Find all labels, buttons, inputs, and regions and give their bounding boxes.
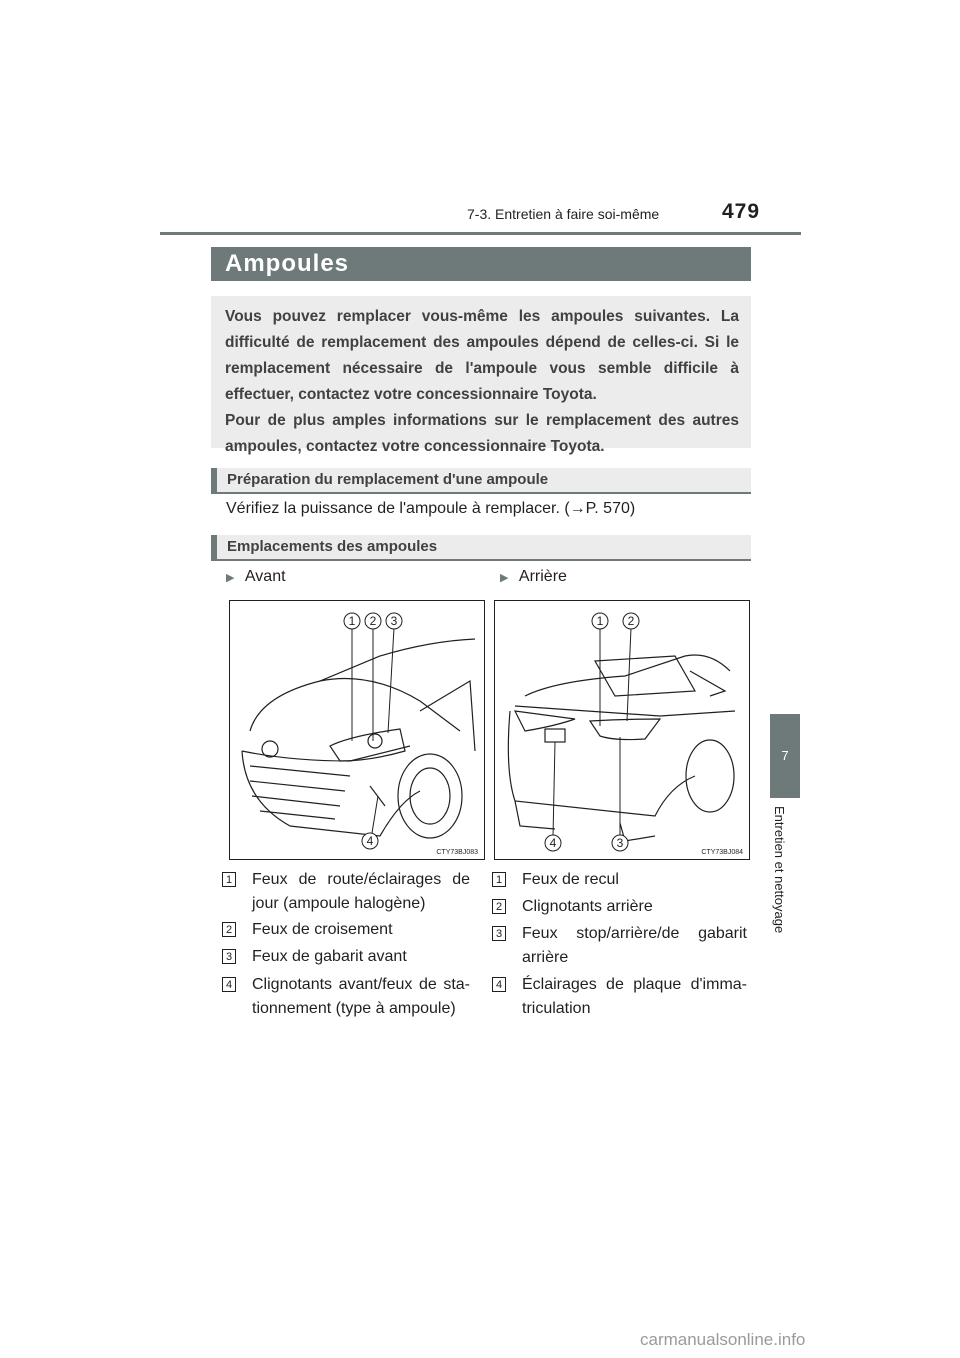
figure-code: CTY73BJ084 <box>701 849 743 856</box>
section-heading-locations <box>211 535 751 561</box>
chapter-label: Entretien et nettoyage <box>772 806 787 934</box>
list-item <box>492 895 747 919</box>
front-car-figure <box>229 600 485 860</box>
front-car-illustration <box>230 601 484 859</box>
item-number: 1 <box>222 872 236 887</box>
item-number: 4 <box>492 977 506 992</box>
intro-paragraph-1: Vous pouvez remplacer vous-même les ampoules suivantes. La difficulté de remplacement des ampoules dépend de celles-ci. Si le remplacement nécessaire de l'ampoule vous semble difficile à effectuer, contactez votre concessionnaire Toyota. <box>225 308 739 403</box>
item-number: 1 <box>492 872 506 887</box>
header-rule <box>160 232 801 235</box>
callout-3: 3 <box>616 836 624 850</box>
page-title: Ampoules <box>225 250 350 277</box>
page-number: 479 <box>722 200 761 223</box>
figure-code: CTY73BJ083 <box>436 849 478 856</box>
item-number: 2 <box>492 899 506 914</box>
item-number: 4 <box>222 977 236 992</box>
preparation-text: Vérifiez la puissance de l'ampoule à remplacer. (→P. 570) <box>226 500 636 517</box>
item-number: 2 <box>222 922 236 937</box>
item-text: Feux de gabarit avant <box>252 948 407 965</box>
front-label: ▶ Avant <box>226 568 286 585</box>
title-bar <box>211 247 751 281</box>
item-text: Feux de route/éclairages de jour (ampoule halogène) <box>252 871 470 912</box>
callout-4: 4 <box>549 836 557 850</box>
item-text: Feux stop/arrière/de gabarit arrière <box>522 925 747 966</box>
item-text: Clignotants avant/feux de stationnement (type à ampoule) <box>252 976 470 1017</box>
rear-car-figure <box>494 600 750 860</box>
section-heading-text: Préparation du remplacement d'une ampoule <box>227 471 549 488</box>
intro-box <box>211 296 751 455</box>
watermark: carmanualsonline.info <box>640 1330 806 1349</box>
item-text: Éclairages de plaque d'immatriculation <box>522 976 747 1017</box>
list-item <box>492 868 747 892</box>
section-heading-preparation <box>211 468 751 494</box>
rear-car-illustration <box>495 601 749 859</box>
callout-2: 2 <box>627 614 635 628</box>
item-number: 3 <box>222 949 236 964</box>
callout-4: 4 <box>366 834 374 848</box>
callout-1: 1 <box>596 614 604 628</box>
list-item <box>222 945 472 969</box>
chapter-tab: 7 <box>770 714 800 798</box>
list-item <box>492 973 747 1021</box>
item-number: 3 <box>492 926 506 941</box>
item-text: Clignotants arrière <box>522 898 653 915</box>
triangle-bullet-icon: ▶ <box>500 572 509 584</box>
triangle-bullet-icon: ▶ <box>226 572 235 584</box>
callout-1: 1 <box>348 614 356 628</box>
section-title: 7-3. Entretien à faire soi-même <box>467 206 660 222</box>
callout-2: 2 <box>369 614 377 628</box>
list-item <box>222 973 472 1021</box>
list-item <box>492 922 747 970</box>
callout-3: 3 <box>390 614 398 628</box>
section-heading-text: Emplacements des ampoules <box>227 538 438 555</box>
list-item <box>222 868 472 916</box>
item-text: Feux de croisement <box>252 921 393 938</box>
list-item <box>222 918 472 942</box>
item-text: Feux de recul <box>522 871 619 888</box>
intro-paragraph-2: Pour de plus amples informations sur le remplacement des autres ampoules, contactez votre concessionnaire Toyota. <box>225 412 739 455</box>
rear-label: ▶ Arrière <box>500 568 567 585</box>
